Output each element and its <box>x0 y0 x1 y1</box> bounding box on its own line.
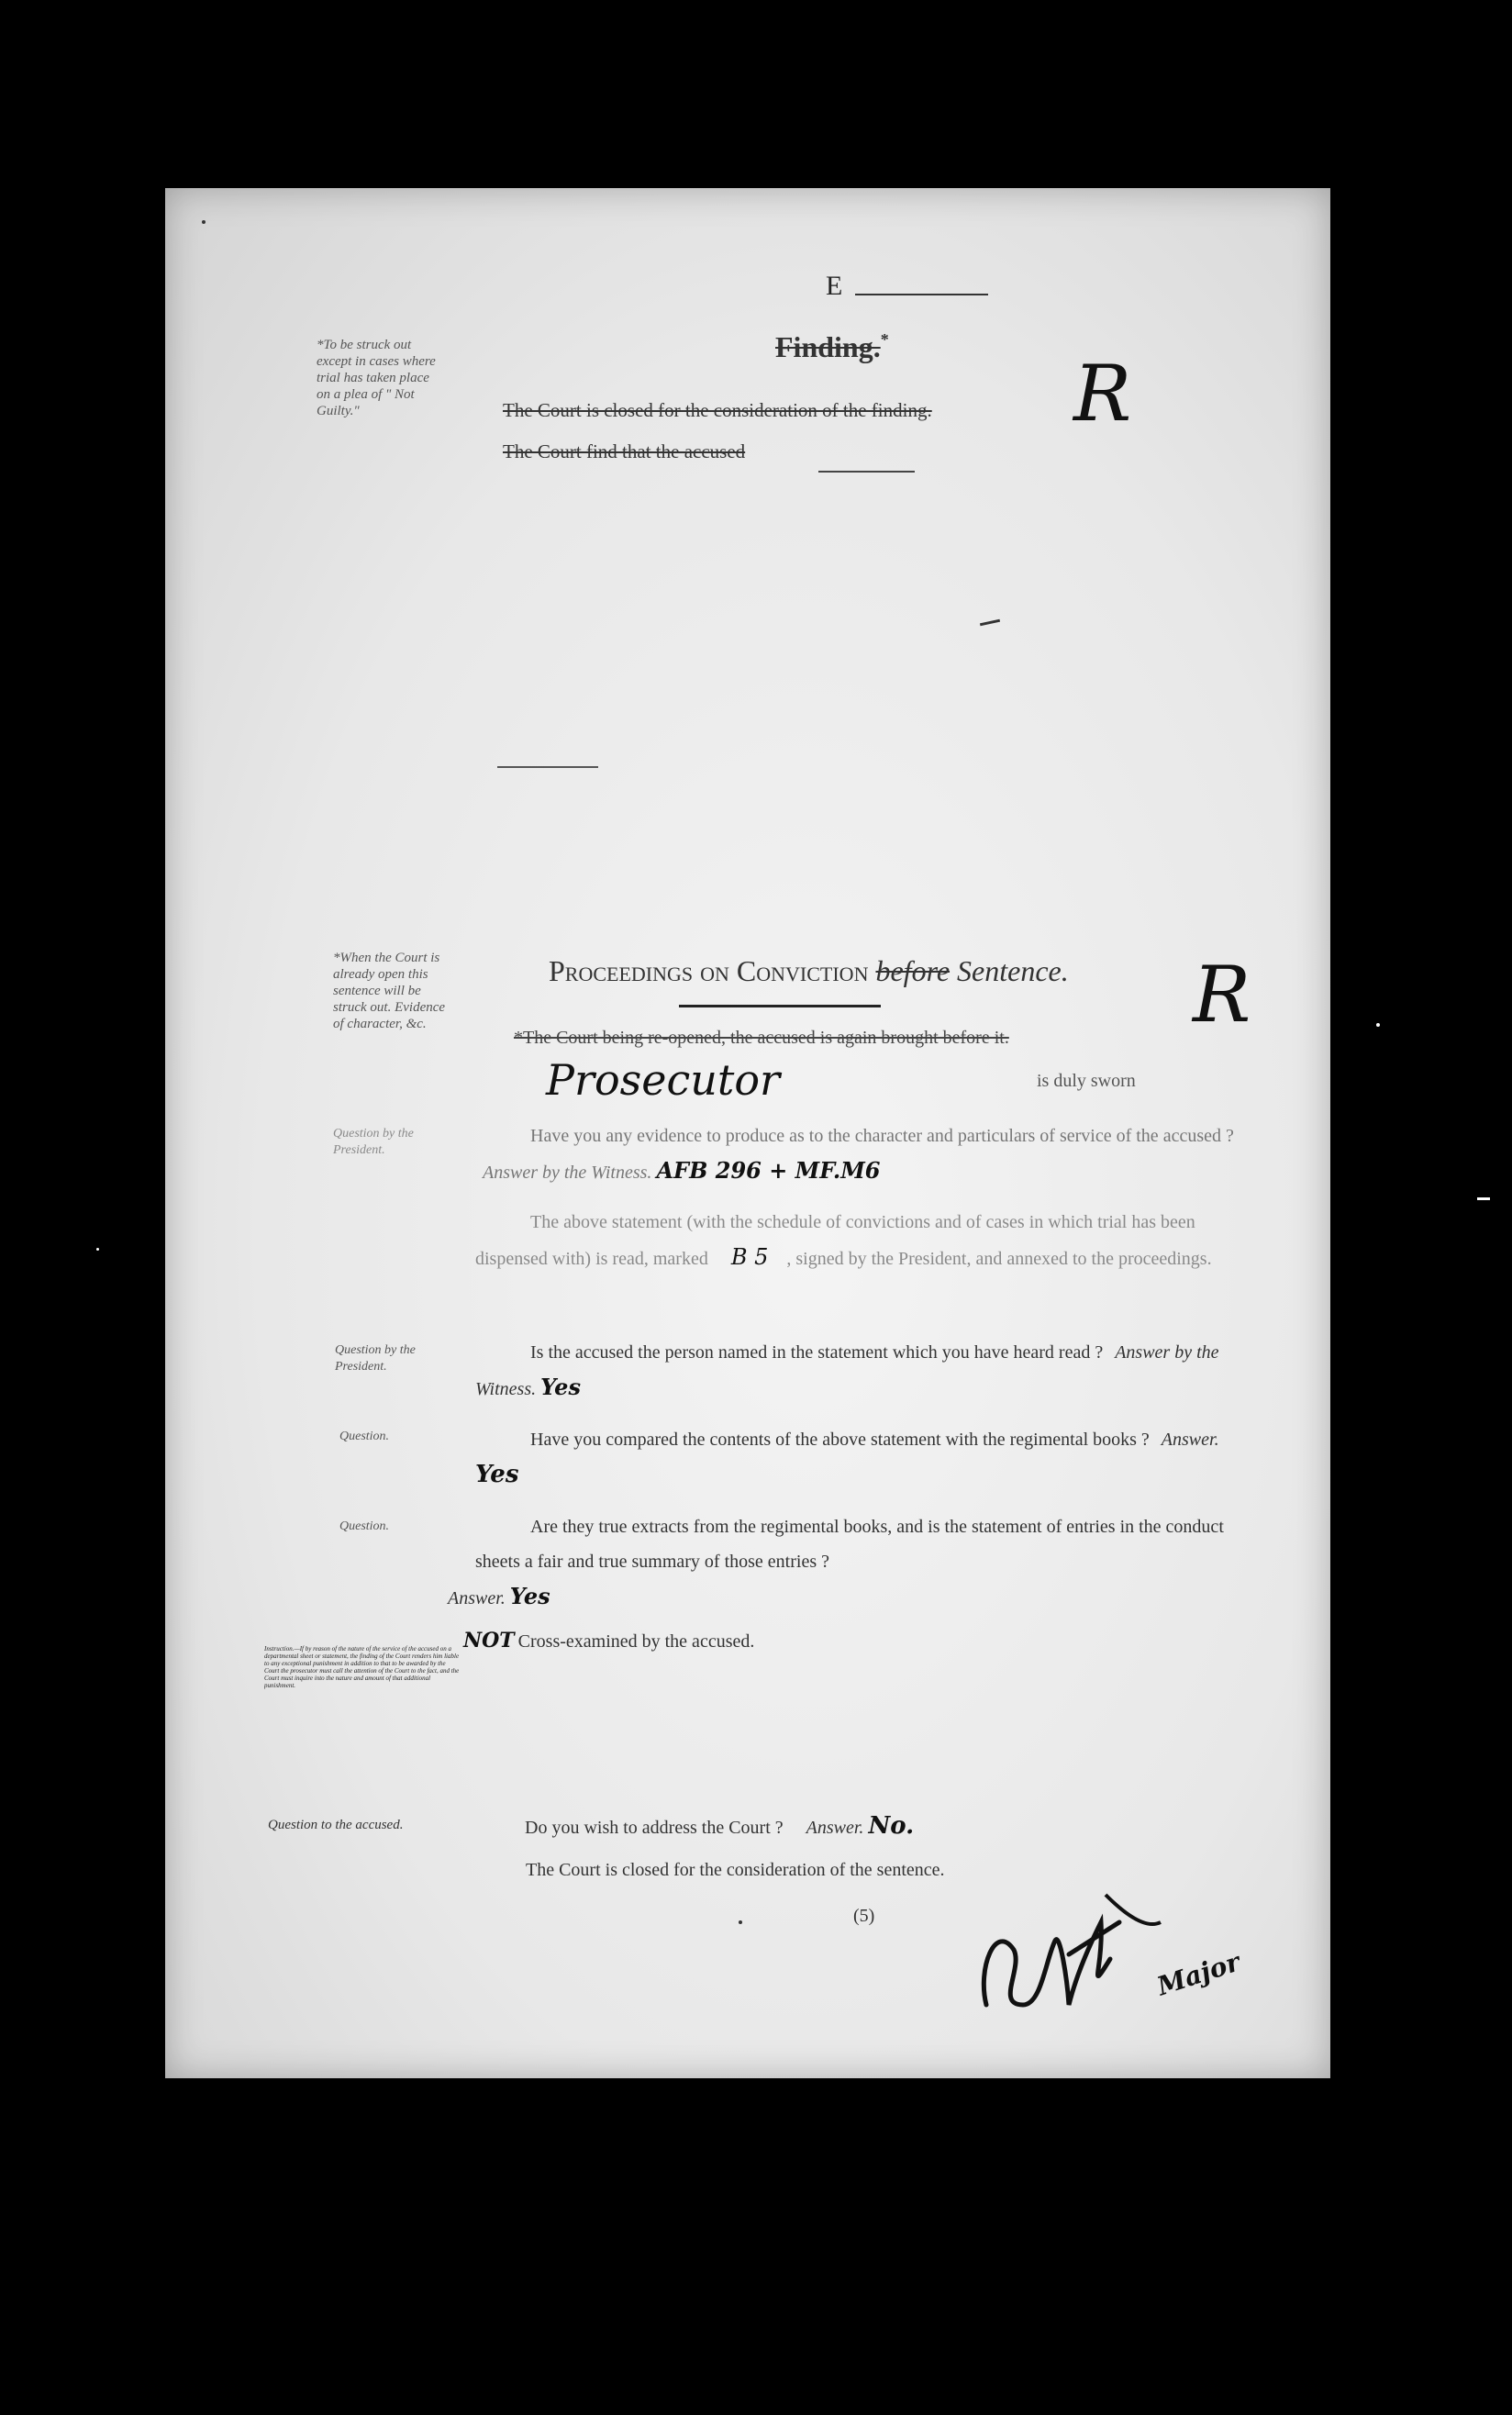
q5-question: Do you wish to address the Court ? <box>525 1818 784 1838</box>
speck-1 <box>202 220 206 224</box>
q4-answer: Yes <box>509 1583 550 1609</box>
page-number: (5) <box>853 1906 875 1926</box>
prosecutor-handwritten: Prosecutor <box>546 1055 781 1105</box>
closing-line: The Court is closed for the consideration of the sentence. <box>526 1860 945 1880</box>
q2-text <box>475 1335 1264 1407</box>
q3-text <box>475 1422 1264 1494</box>
statement-text-after: , signed by the President, and annexed to the proceedings. <box>786 1249 1212 1269</box>
finding-margin-note: *To be struck out except in cases where trial has taken place on a plea of " Not Guilty." <box>317 338 436 418</box>
q5-text <box>525 1812 914 1840</box>
proceedings-margin-note: *When the Court is already open this sentence will be struck out. Evidence of character, &c. <box>333 951 446 1031</box>
bg-speck-3 <box>96 1248 99 1251</box>
q1-answer: AFB 296 + MF.M6 <box>656 1157 881 1184</box>
q1-question: Have you any evidence to produce as to the character and particulars of service of the accused ? <box>530 1126 1234 1146</box>
speck-2 <box>739 1920 742 1924</box>
q4-answer-label: Answer. <box>448 1588 506 1608</box>
q1-label: Question by the President. <box>333 1127 414 1157</box>
sworn-text: is duly sworn <box>1037 1071 1136 1091</box>
proceedings-title <box>549 954 1069 988</box>
q1-answer-label: Answer by the Witness. <box>483 1163 652 1183</box>
finding-title-mark: * <box>880 330 889 349</box>
statement-marked: B 5 <box>730 1244 769 1270</box>
q2-question: Is the accused the person named in the statement which you have heard read ? <box>530 1342 1104 1363</box>
statement-paragraph <box>475 1205 1264 1276</box>
proceedings-title-part2: before <box>875 954 951 987</box>
cross-line <box>463 1629 754 1653</box>
q4-label: Question. <box>339 1519 390 1533</box>
q3-answer-label: Answer. <box>1161 1430 1219 1450</box>
q3-answer: Yes <box>475 1461 519 1488</box>
proceedings-title-part3: Sentence. <box>957 954 1069 987</box>
document-page <box>165 188 1330 2078</box>
q2-answer-label: Answer by the Witness. <box>475 1342 1219 1399</box>
cross-text: Cross-examined by the accused. <box>517 1631 755 1652</box>
proceedings-title-rule <box>679 1005 881 1007</box>
q1-text <box>475 1119 1264 1190</box>
cross-not-handwritten: NOT <box>463 1629 515 1653</box>
q4-question: Are they true extracts from the regimental books, and is the statement of entries in the conduct sheets a fair and true summary of those entries ? <box>475 1517 1224 1572</box>
finding-line-1: The Court is closed for the consideration of the finding. <box>503 399 932 421</box>
q3-question: Have you compared the contents of the above statement with the regimental books ? <box>530 1430 1150 1450</box>
q5-label: Question to the accused. <box>268 1818 404 1832</box>
section-letter-rule <box>855 294 988 295</box>
instruction-note: Instruction.—If by reason of the nature of the service of the accused on a departmental sheet or statement, the finding of the Court renders him liable to any exceptional punishment in addition to that to be awarded by the Court the prosecutor must call the attention of the Court to the fact, and the Court must inquire into the nature and amount of that additional punishment. <box>264 1645 460 1689</box>
section-letter: E <box>826 271 843 301</box>
finding-line-2: The Court find that the accused <box>503 440 746 462</box>
q5-answer: No. <box>868 1812 915 1840</box>
mark-dash-2 <box>497 766 598 768</box>
finding-blank-rule <box>818 471 915 473</box>
statement-text-before: The above statement (with the schedule of convictions and of cases in which trial has been dispensed with) is read, marked <box>475 1212 1195 1269</box>
finding-initials: R <box>1073 349 1132 439</box>
proceedings-title-part1: Proceedings on Conviction <box>549 954 869 987</box>
q2-answer: Yes <box>540 1374 581 1400</box>
bg-speck-2 <box>1477 1197 1490 1200</box>
finding-title-text: Finding. <box>775 330 881 363</box>
q2-label: Question by the President. <box>335 1343 416 1374</box>
proceedings-initials: R <box>1193 950 1251 1040</box>
finding-title <box>775 330 889 364</box>
proceedings-struck-line: *The Court being re-opened, the accused is again brought before it. <box>514 1028 1009 1048</box>
signature-rank: Major <box>1153 1946 1244 2002</box>
q3-label: Question. <box>339 1430 390 1443</box>
bg-speck-1 <box>1376 1023 1380 1027</box>
q4-text <box>448 1509 1264 1616</box>
signature-scrawl <box>959 1867 1197 2042</box>
q5-answer-label: Answer. <box>806 1818 864 1838</box>
mark-dash-1 <box>980 619 1000 627</box>
